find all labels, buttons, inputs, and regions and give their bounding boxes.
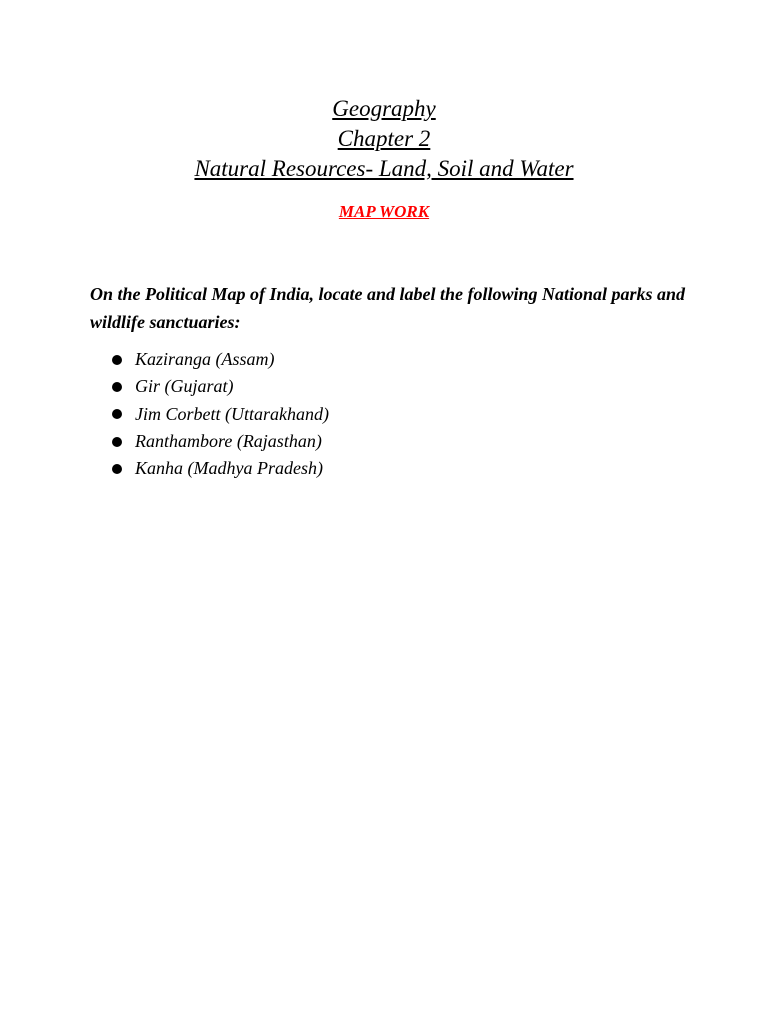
title-block xyxy=(0,94,768,184)
section-label: MAP WORK xyxy=(338,202,430,221)
bullet-icon xyxy=(112,464,122,474)
park-name: Ranthambore (Rajasthan) xyxy=(135,431,322,452)
bullet-icon xyxy=(112,437,122,447)
list-item xyxy=(112,373,329,400)
bullet-icon xyxy=(112,382,122,392)
list-item xyxy=(112,428,329,455)
list-item xyxy=(112,455,329,482)
subject-title: Geography xyxy=(332,96,436,121)
topic-title: Natural Resources- Land, Soil and Water xyxy=(194,156,574,181)
park-list xyxy=(112,346,329,482)
park-name: Kanha (Madhya Pradesh) xyxy=(135,458,323,479)
bullet-icon xyxy=(112,409,122,419)
instruction-text: On the Political Map of India, locate and label the following National parks and wildlife sanctuaries: xyxy=(90,284,686,332)
park-name: Gir (Gujarat) xyxy=(135,376,234,397)
list-item xyxy=(112,401,329,428)
list-item xyxy=(112,346,329,373)
park-name: Jim Corbett (Uttarakhand) xyxy=(135,403,329,424)
bullet-icon xyxy=(112,355,122,365)
chapter-title: Chapter 2 xyxy=(337,126,431,151)
park-name: Kaziranga (Assam) xyxy=(135,349,275,370)
